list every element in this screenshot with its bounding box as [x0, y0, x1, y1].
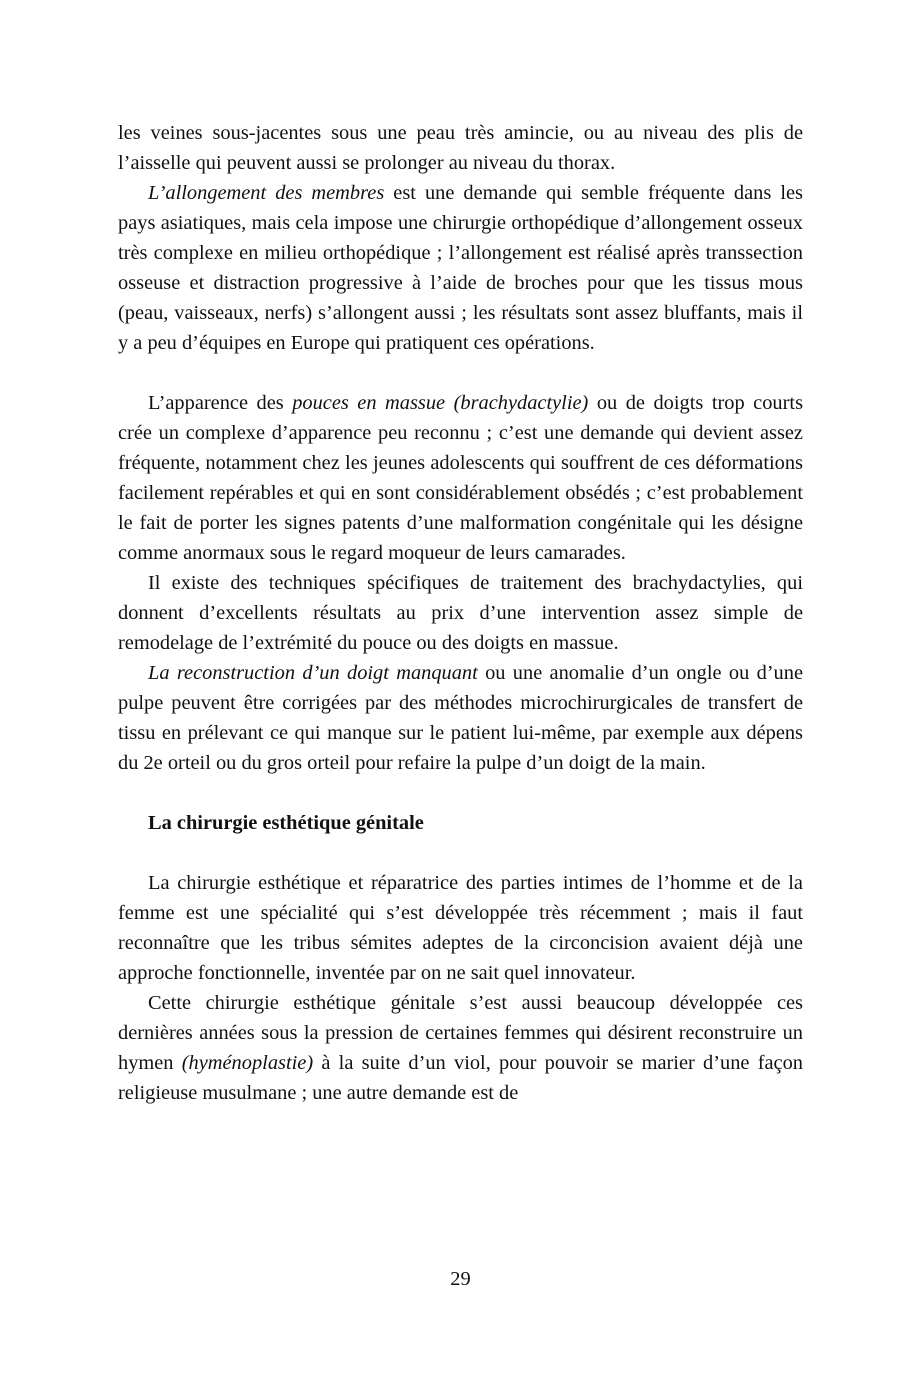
italic-term: (hyménoplastie) — [181, 1052, 314, 1074]
paragraph-text: La chirurgie esthétique et réparatrice des parties intimes de l’homme et de la femme est une spécialité qui s’est développée très récemment ; mais il faut reconnaître que les tribus sémites adeptes de la circoncision avaient déjà une approche fonctionnelle, inventée par on ne sait quel innovateur. — [118, 872, 803, 984]
paragraph-aisselle — [118, 118, 803, 178]
italic-term: La reconstruction d’un doigt manquant — [148, 662, 478, 684]
italic-term: L’allongement des membres — [148, 182, 385, 204]
paragraph-hymenoplastie — [118, 988, 803, 1108]
paragraph-text: Il existe des techniques spécifiques de traitement des brachydactylies, qui donnent d’excellents résultats au prix d’une intervention assez simple de remodelage de l’extrémité du pouce ou des doigts en massue. — [118, 572, 803, 654]
paragraph-techniques — [118, 568, 803, 658]
italic-term: pouces en massue (brachydactylie) — [292, 392, 589, 414]
paragraph-text: L’apparence des — [148, 392, 293, 414]
document-body — [118, 118, 803, 1108]
section-heading: La chirurgie esthétique génitale — [148, 812, 424, 834]
page-number: 29 — [450, 1268, 471, 1290]
paragraph-reconstruction — [118, 658, 803, 778]
paragraph-allongement — [118, 178, 803, 358]
paragraph-text: Cette chirurgie esthétique génitale s’est aussi beaucoup développée ces dernières années sous la pression de certaines femmes qui désirent reconstruire un hymen — [118, 992, 803, 1074]
paragraph-text: ou de doigts trop courts crée un complexe d’apparence peu reconnu ; c’est une demande qui devient assez fréquente, notamment chez les jeunes adolescents qui souffrent de ces déformations facilement repérables et qui en sont considérablement obsédés ; c’est probablement le fait de porter les signes patents d’une malformation congénitale qui les désigne comme anormaux sous le regard moqueur de leurs camarades. — [118, 392, 804, 564]
paragraph-text: est une demande qui semble fréquente dans les pays asiatiques, mais cela impose une chirurgie orthopédique d’allongement osseux très complexe en milieu orthopédique ; l’allongement est réalisé après transsection osseuse et distraction progressive à l’aide de broches pour que les tissus mous (peau, vaisseaux, nerfs) s’allongent aussi ; les résultats sont assez bluffants, mais il y a peu d’équipes en Europe qui pratiquent ces opérations. — [118, 182, 803, 354]
paragraph-text: ou une anomalie d’un ongle ou d’une pulpe peuvent être corrigées par des méthodes microchirurgicales de transfert de tissu en prélevant ce qui manque sur le patient lui-même, par exemple aux dépens du 2e orteil ou du gros orteil pour refaire la pulpe d’un doigt de la main. — [118, 662, 804, 774]
paragraph-brachydactylie — [118, 388, 803, 568]
paragraph-chirurgie-intime — [118, 868, 803, 988]
paragraph-text: les veines sous-jacentes sous une peau très amincie, ou au niveau des plis de l’aisselle qui peuvent aussi se prolonger au niveau du thorax. — [118, 122, 803, 174]
paragraph-text: à la suite d’un viol, pour pouvoir se marier d’une façon religieuse musulmane ; une autre demande est de — [118, 1052, 803, 1104]
